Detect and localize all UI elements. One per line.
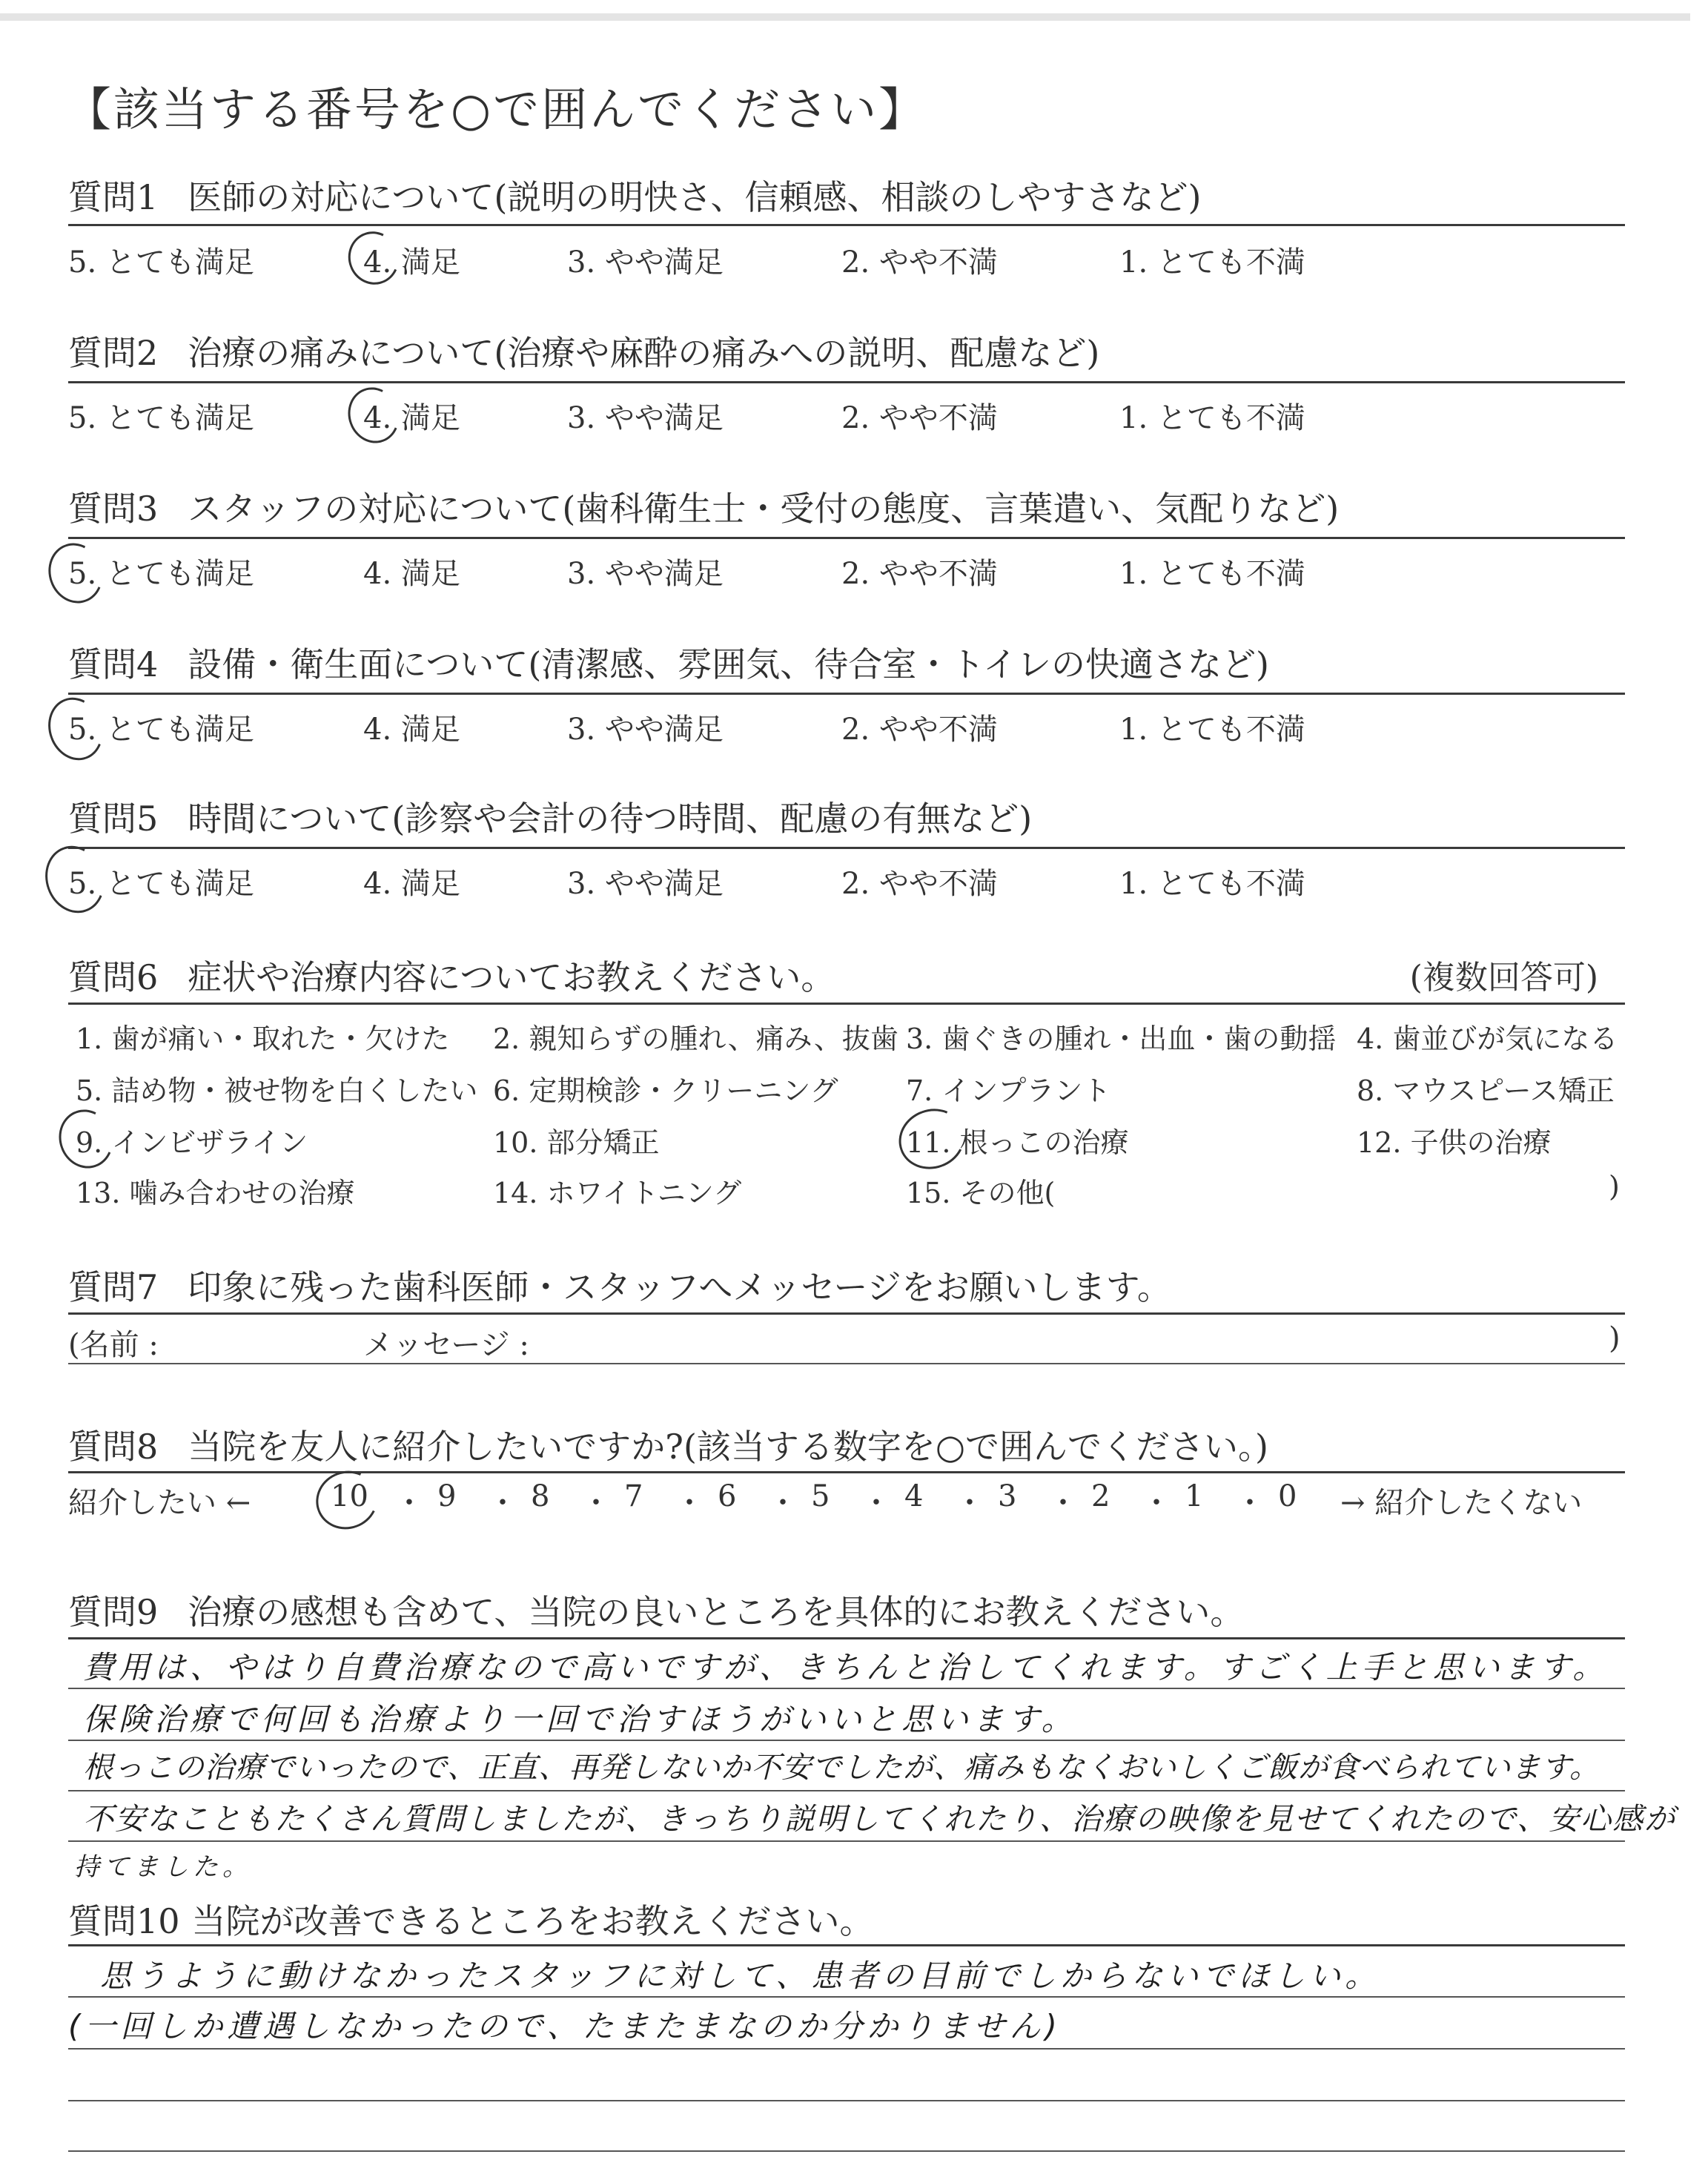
option-2[interactable]: 2. やや不満 xyxy=(841,401,998,435)
score-separator: ・ xyxy=(1235,1486,1265,1520)
score-0[interactable]: 0 xyxy=(1278,1479,1297,1513)
symptom-option-3[interactable]: 3. 歯ぐきの腫れ・出血・歯の動揺 xyxy=(906,1023,1337,1055)
score-8[interactable]: 8 xyxy=(531,1479,550,1513)
question-3-heading xyxy=(68,482,1339,531)
symptom-option-6[interactable]: 6. 定期検診・クリーニング xyxy=(493,1074,838,1107)
question-number: 質問9 xyxy=(68,1592,159,1632)
handwritten-answer-line: 持てました。 xyxy=(74,1852,252,1882)
divider xyxy=(68,381,1625,383)
question-number: 質問7 xyxy=(68,1267,159,1307)
answer-line xyxy=(68,2100,1625,2101)
recommend-label: 紹介したい ← xyxy=(68,1486,251,1520)
option-4[interactable]: 4. 満足 xyxy=(363,867,460,901)
question-7-heading xyxy=(68,1261,1171,1309)
score-separator: ・ xyxy=(768,1486,798,1520)
option-1[interactable]: 1. とても不満 xyxy=(1119,867,1305,901)
question-5-heading xyxy=(68,792,1032,841)
score-4[interactable]: 4 xyxy=(904,1479,924,1513)
handwritten-answer-line: 思うように動けなかったスタッフに対して、患者の目前でしからないでほしい。 xyxy=(100,1958,1381,1994)
option-5[interactable]: 5. とても満足 xyxy=(68,867,254,901)
question-8-heading xyxy=(68,1420,1268,1469)
option-3[interactable]: 3. やや満足 xyxy=(567,867,724,901)
handwritten-answer-line: 保険治療で何回も治療より一回で治すほうがいいと思います。 xyxy=(83,1701,1077,1737)
score-10[interactable]: 10 xyxy=(331,1479,368,1513)
question-number: 質問8 xyxy=(68,1427,159,1467)
question-4-heading xyxy=(68,638,1269,687)
message-field-label: メッセージ : xyxy=(363,1328,529,1362)
question-number: 質問4 xyxy=(68,644,159,684)
score-2[interactable]: 2 xyxy=(1091,1479,1110,1513)
score-separator: ・ xyxy=(488,1486,517,1520)
not-recommend-label: → 紹介したくない xyxy=(1340,1486,1583,1520)
answer-line xyxy=(68,2048,1625,2050)
question-9-heading xyxy=(68,1585,1244,1634)
other-close-paren: ) xyxy=(1609,1170,1620,1203)
divider xyxy=(68,224,1625,226)
question-text: 治療の感想も含めて、当院の良いところを具体的にお教えください。 xyxy=(188,1592,1245,1632)
scan-edge xyxy=(0,13,1690,21)
symptom-option-7[interactable]: 7. インプラント xyxy=(906,1074,1111,1107)
divider xyxy=(68,693,1625,695)
question-text: スタッフの対応について(歯科衛生士・受付の態度、言葉遣い、気配りなど) xyxy=(188,489,1340,529)
score-separator: ・ xyxy=(1048,1486,1078,1520)
score-5[interactable]: 5 xyxy=(811,1479,830,1513)
selection-circle xyxy=(890,1100,973,1178)
question-number: 質問2 xyxy=(68,333,159,373)
option-4[interactable]: 4. 満足 xyxy=(363,557,460,591)
option-5[interactable]: 5. とても満足 xyxy=(68,401,254,435)
selection-circle xyxy=(308,1462,386,1538)
option-5[interactable]: 5. とても満足 xyxy=(68,245,254,280)
option-2[interactable]: 2. やや不満 xyxy=(841,557,998,591)
score-7[interactable]: 7 xyxy=(624,1479,643,1513)
selection-circle xyxy=(340,380,407,451)
option-1[interactable]: 1. とても不満 xyxy=(1119,401,1305,435)
score-separator: ・ xyxy=(581,1486,611,1520)
page-title: 【該当する番号を○で囲んでください】 xyxy=(65,82,927,136)
symptom-option-9[interactable]: 9. インビザライン xyxy=(76,1126,308,1159)
score-6[interactable]: 6 xyxy=(718,1479,737,1513)
answer-line xyxy=(68,1740,1625,1741)
score-separator: ・ xyxy=(955,1486,984,1520)
symptom-option-1[interactable]: 1. 歯が痛い・取れた・欠けた xyxy=(76,1023,450,1055)
answer-line xyxy=(68,1996,1625,1998)
selection-circle xyxy=(40,535,111,611)
handwritten-answer-line: 費用は、やはり自費治療なので高いですが、きちんと治してくれます。すごく上手と思います。 xyxy=(83,1649,1609,1685)
symptom-option-2[interactable]: 2. 親知らずの腫れ、痛み、抜歯 xyxy=(493,1023,898,1055)
question-number: 質問10 xyxy=(68,1901,180,1941)
symptom-option-8[interactable]: 8. マウスピース矯正 xyxy=(1357,1074,1615,1107)
answer-line xyxy=(68,2150,1625,2152)
option-1[interactable]: 1. とても不満 xyxy=(1119,245,1305,280)
symptom-option-13[interactable]: 13. 噛み合わせの治療 xyxy=(76,1177,355,1209)
option-2[interactable]: 2. やや不満 xyxy=(841,245,998,280)
question-number: 質問3 xyxy=(68,489,159,529)
multiple-answer-note: (複数回答可) xyxy=(1409,959,1598,997)
score-9[interactable]: 9 xyxy=(437,1479,457,1513)
option-3[interactable]: 3. やや満足 xyxy=(567,557,724,591)
divider xyxy=(68,537,1625,539)
option-2[interactable]: 2. やや不満 xyxy=(841,867,998,901)
divider xyxy=(68,1363,1625,1364)
question-text: 治療の痛みについて(治療や麻酔の痛みへの説明、配慮など) xyxy=(188,333,1100,373)
symptom-option-11[interactable]: 11. 根っこの治療 xyxy=(906,1126,1129,1159)
option-4[interactable]: 4. 満足 xyxy=(363,245,460,280)
answer-line xyxy=(68,1790,1625,1791)
question-1-heading xyxy=(68,171,1201,219)
score-separator: ・ xyxy=(861,1486,891,1520)
score-1[interactable]: 1 xyxy=(1185,1479,1204,1513)
selection-circle xyxy=(36,837,114,921)
symptom-option-5[interactable]: 5. 詰め物・被せ物を白くしたい xyxy=(76,1074,478,1107)
answer-line xyxy=(68,1840,1625,1842)
selection-circle xyxy=(50,1102,121,1176)
divider xyxy=(68,1003,1625,1005)
divider xyxy=(68,1944,1625,1946)
question-text: 医師の対応について(説明の明快さ、信頼感、相談のしやすさなど) xyxy=(188,177,1202,217)
handwritten-answer-line: 不安なこともたくさん質問しましたが、きっちり説明してくれたり、治療の映像を見せてくれたので、安心感が xyxy=(83,1801,1677,1837)
symptom-option-4[interactable]: 4. 歯並びが気になる xyxy=(1357,1023,1618,1055)
question-number: 質問5 xyxy=(68,799,159,839)
option-1[interactable]: 1. とても不満 xyxy=(1119,713,1305,747)
score-separator: ・ xyxy=(675,1486,704,1520)
message-close-paren: ) xyxy=(1609,1321,1621,1355)
divider xyxy=(68,847,1625,849)
option-2[interactable]: 2. やや不満 xyxy=(841,713,998,747)
option-3[interactable]: 3. やや満足 xyxy=(567,713,724,747)
option-4[interactable]: 4. 満足 xyxy=(363,713,460,747)
question-number: 質問1 xyxy=(68,177,159,217)
divider xyxy=(68,1312,1625,1315)
symptom-option-10[interactable]: 10. 部分矯正 xyxy=(493,1126,660,1159)
answer-line xyxy=(68,1688,1625,1689)
question-text: 印象に残った歯科医師・スタッフへメッセージをお願いします。 xyxy=(188,1267,1171,1307)
question-text: 設備・衛生面について(清潔感、雰囲気、待合室・トイレの快適さなど) xyxy=(188,644,1269,684)
symptom-option-15[interactable]: 15. その他( xyxy=(906,1177,1056,1209)
question-10-heading xyxy=(68,1895,874,1943)
question-number: 質問6 xyxy=(68,957,159,997)
question-text: 当院を友人に紹介したいですか?(該当する数字を○で囲んでください。) xyxy=(188,1427,1268,1467)
name-field-label: (名前 : xyxy=(68,1328,159,1362)
option-1[interactable]: 1. とても不満 xyxy=(1119,557,1305,591)
option-3[interactable]: 3. やや満足 xyxy=(567,245,724,280)
handwritten-answer-line: 根っこの治療でいったので、正直、再発しないか不安でしたが、痛みもなくおいしくご飯が食べられています。 xyxy=(83,1751,1600,1785)
symptom-option-12[interactable]: 12. 子供の治療 xyxy=(1357,1126,1552,1159)
option-5[interactable]: 5. とても満足 xyxy=(68,713,254,747)
question-text: 症状や治療内容についてお教えください。 xyxy=(188,957,835,997)
symptom-option-14[interactable]: 14. ホワイトニング xyxy=(493,1177,742,1209)
divider xyxy=(68,1637,1625,1639)
handwritten-answer-line: (一回しか遭遇しなかったので、たまたまなのか分かりません) xyxy=(68,2008,1062,2044)
option-3[interactable]: 3. やや満足 xyxy=(567,401,724,435)
question-text: 時間について(診察や会計の待つ時間、配慮の有無など) xyxy=(188,799,1033,839)
question-2-heading xyxy=(68,326,1099,375)
question-6-heading xyxy=(68,951,835,1000)
option-4[interactable]: 4. 満足 xyxy=(363,401,460,435)
score-3[interactable]: 3 xyxy=(998,1479,1017,1513)
divider xyxy=(68,1471,1625,1473)
selection-circle xyxy=(39,690,111,767)
score-separator: ・ xyxy=(394,1486,424,1520)
option-5[interactable]: 5. とても満足 xyxy=(68,557,254,591)
score-separator: ・ xyxy=(1142,1486,1171,1520)
question-text: 当院が改善できるところをお教えください。 xyxy=(191,1901,874,1941)
selection-circle xyxy=(341,225,407,292)
